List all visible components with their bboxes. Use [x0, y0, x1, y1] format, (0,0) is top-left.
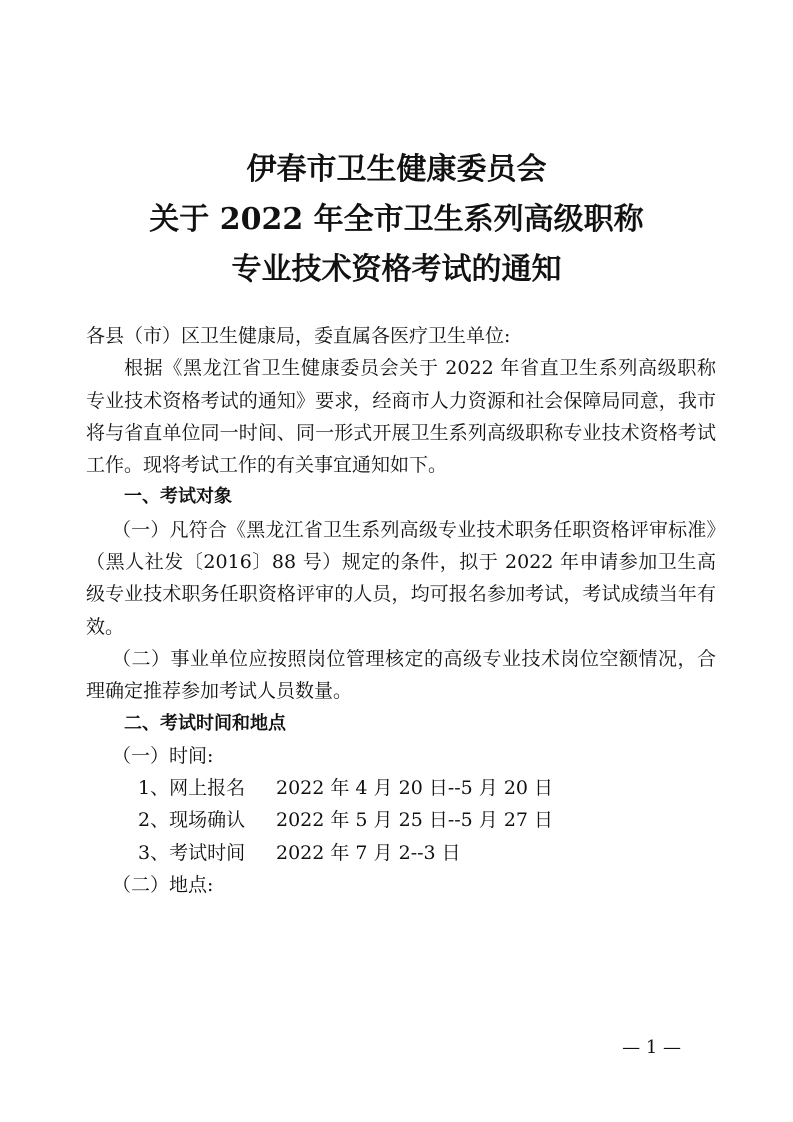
schedule-label: 2、现场确认 [138, 809, 246, 832]
schedule-row [86, 837, 716, 869]
intro-paragraph: 根据《黑龙江省卫生健康委员会关于 2022 年省直卫生系列高级职称专业技术资格考试的通知》要求，经商市人力资源和社会保障局同意，我市将与省直单位同一时间、同一形式开展卫生系列高级职称专业技术资格考试工作。现将考试工作的有关事宜通知如下。 [86, 357, 716, 477]
schedule-row [86, 804, 716, 836]
section-2-sub-2: （二）地点: [112, 874, 214, 897]
schedule-row [86, 772, 716, 804]
schedule-label: 1、网上报名 [138, 777, 246, 800]
schedule-label: 3、考试时间 [138, 841, 246, 864]
document-body [86, 320, 716, 901]
title-line-3: 专业技术资格考试的通知 [231, 252, 562, 287]
section-1-item-2: （二）事业单位应按照岗位管理核定的高级专业技术岗位空额情况，合理确定推荐参加考试人员数量。 [86, 647, 716, 703]
section-1-item-1: （一）凡符合《黑龙江省卫生系列高级专业技术职务任职资格评审标准》（黑人社发〔2016〕88 号）规定的条件，拟于 2022 年申请参加卫生高级专业技术职务任职资格评审的人员，均可报名参加考试，考试成绩当年有效。 [86, 518, 716, 638]
section-2-sub-1: （一）时间: [112, 744, 214, 767]
title-line-2: 关于 2022 年全市卫生系列高级职称 [149, 202, 644, 237]
schedule-value: 2022 年 4 月 20 日--5 月 20 日 [276, 777, 554, 800]
title-line-1: 伊春市卫生健康委员会 [246, 152, 547, 187]
document-title [0, 145, 793, 295]
salutation: 各县（市）区卫生健康局，委直属各医疗卫生单位: [86, 325, 511, 347]
schedule-value: 2022 年 5 月 25 日--5 月 27 日 [276, 809, 554, 832]
section-1-heading: 一、考试对象 [124, 486, 232, 508]
schedule-value: 2022 年 7 月 2--3 日 [276, 841, 461, 864]
page-number: — 1 — [622, 1037, 681, 1058]
section-2-heading: 二、考试时间和地点 [124, 712, 286, 734]
